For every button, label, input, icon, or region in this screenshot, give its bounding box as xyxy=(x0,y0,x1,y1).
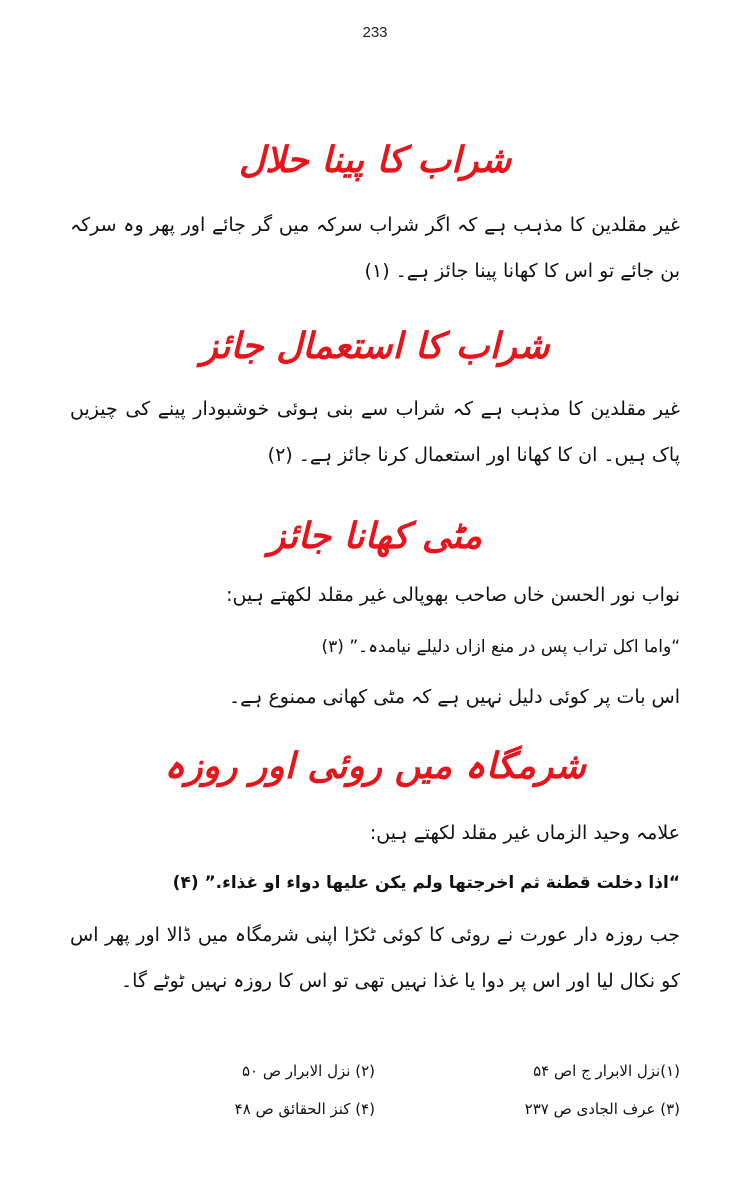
footnote-3: (۳) عرف الجادی ص ۲۳۷ xyxy=(524,1100,680,1118)
footnote-4: (۴) کنز الحقائق ص ۴۸ xyxy=(234,1100,375,1118)
section-3-body: اس بات پر کوئی دلیل نہیں ہے کہ مٹی کھانی ممنوع ہے۔ xyxy=(229,686,680,708)
section-1-body: غیر مقلدین کا مذہب ہے کہ اگر شراب سرکہ میں گر جائے اور پھر وہ سرکہ بن جائے تو اس کا کھانا پینا جائز ہے۔ (۱) xyxy=(70,214,680,282)
footnote-1: (۱)نزل الابرار ج اص ۵۴ xyxy=(533,1062,680,1080)
section-4-heading: شرمگاہ میں روئی اور روزہ xyxy=(164,745,586,787)
footnote-row xyxy=(70,1052,680,1090)
footnote-row xyxy=(70,1090,680,1128)
section-4-intro: علامہ وحید الزماں غیر مقلد لکھتے ہیں: xyxy=(369,822,680,844)
section-4-body: جب روزہ دار عورت نے روئی کا کوئی ٹکڑا اپنی شرمگاہ میں ڈالا اور پھر اس کو نکال لیا اور اس پر دوا یا غذا نہیں تھی تو اس کا روزہ نہیں ٹوٹے گا۔ xyxy=(70,924,680,992)
footnotes xyxy=(70,1052,680,1128)
section-4-quote: “اذا دخلت قطنة ثم اخرجتها ولم یکن علیها دواء او غذاء.” (۴) xyxy=(172,873,680,893)
section-3-heading: مٹی کھانا جائز xyxy=(267,515,482,557)
page-number: 233 xyxy=(362,24,388,41)
section-1-heading: شراب کا پینا حلال xyxy=(238,139,512,181)
section-2-heading: شراب کا استعمال جائز xyxy=(200,325,550,367)
section-3-intro: نواب نور الحسن خاں صاحب بھوپالی غیر مقلد لکھتے ہیں: xyxy=(226,584,680,606)
section-2-body: غیر مقلدین کا مذہب ہے کہ شراب سے بنی ہوئی خوشبودار پینے کی چیزیں پاک ہیں۔ ان کا کھانا اور استعمال کرنا جائز ہے۔ (۲) xyxy=(70,398,680,466)
footnote-2: (۲) نزل الابرار ص ۵۰ xyxy=(241,1062,375,1080)
section-3-quote: “واما اکل تراب پس در منع ازاں دلیلے نیامدہ۔” (۳) xyxy=(321,637,680,657)
